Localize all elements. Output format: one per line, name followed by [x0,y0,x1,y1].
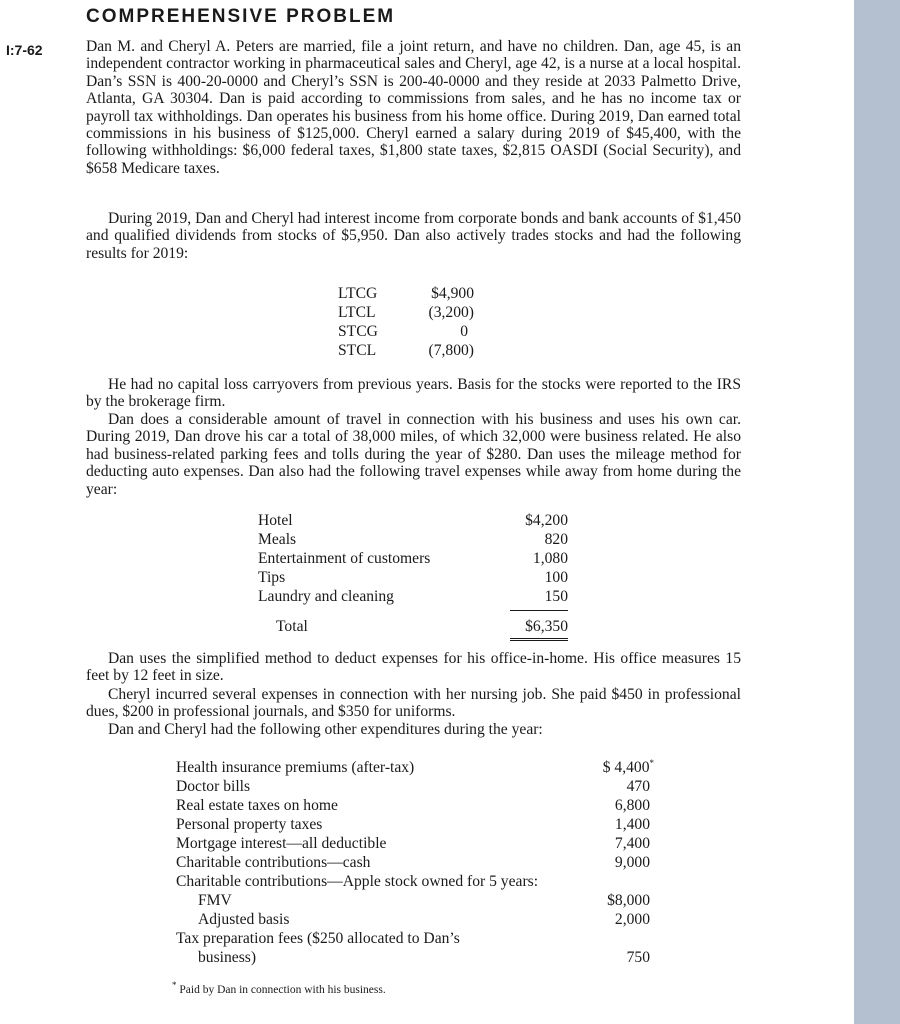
other-expenditures-table [176,757,654,967]
row-label: FMV [198,892,232,909]
table-row [258,511,568,530]
row-amount: 150 [544,588,568,605]
table-row [258,568,568,587]
row-amount: 7,400 [614,835,650,852]
paragraph-other-expenditures: Dan and Cheryl had the following other expenditures during the year: [108,721,543,738]
row-amount: $4,900 [431,285,474,302]
footnote-text: Paid by Dan in connection with his business. [179,984,386,996]
paragraph-carryovers: He had no capital loss carryovers from previous years. Basis for the stocks were reported to the IRS by the brokerage firm. [86,376,741,411]
table-row [258,587,568,606]
table-row [176,929,650,948]
row-label: Tips [258,569,286,586]
row-label: Entertainment of customers [258,550,431,567]
problem-number: I:7-62 [6,42,43,58]
row-label: LTCL [338,304,376,321]
row-label: Doctor bills [176,778,251,795]
left-margin [0,0,64,1024]
row-amount: 100 [544,569,568,586]
row-label: LTCG [338,285,378,302]
table-row [258,530,568,549]
row-label: Meals [258,531,297,548]
row-amount: (7,800) [428,342,474,359]
subtotal-rule [510,610,568,611]
capital-gains-table [338,284,474,360]
row-amount: 2,000 [614,911,650,928]
row-amount: $4,200 [525,512,568,529]
table-row [176,910,650,929]
table-row [176,796,650,815]
row-label: Hotel [258,512,293,529]
table-row [176,891,650,910]
row-amount: $8,000 [607,892,650,909]
row-label: Mortgage interest—all deductible [176,835,387,852]
total-double-rule [510,638,568,641]
table-row [338,284,474,303]
table-row [176,853,650,872]
row-amount: 0 [460,323,468,340]
row-label: Tax preparation fees ($250 allocated to Dan’s [176,930,460,947]
footnote-mark: * [649,757,654,768]
section-heading: COMPREHENSIVE PROBLEM [86,6,396,27]
table-row [338,303,474,322]
row-label: Health insurance premiums (after-tax) [176,759,415,776]
travel-expenses-table [258,511,568,641]
row-label: STCL [338,342,377,359]
table-row [338,341,474,360]
row-label: Adjusted basis [198,911,290,928]
table-total-row [258,617,568,636]
row-amount: 1,080 [532,550,568,567]
total-label: Total [276,618,308,635]
page-side-band [854,0,900,1024]
total-amount: $6,350 [525,618,568,635]
table-row [176,872,650,891]
row-amount: 750 [626,949,650,966]
row-amount: 6,800 [614,797,650,814]
paragraph-intro: Dan M. and Cheryl A. Peters are married, file a joint return, and have no children. Dan, age 45, is an independent contractor working in pharmaceutical sales and Cheryl, age 42, is a nurse at a local hospital. Dan’s SSN is 400-20-0000 and Cheryl’s SSN is 200-40-0000 and they reside at 2033 Palmetto Drive, Atlanta, GA 30304. Dan is paid according to commissions from sales, and he has no income tax or payroll tax withholdings. Dan operates his business from his home office. During 2019, Dan earned total commissions in his business of $125,000. Cheryl earned a salary during 2019 of $45,400, with the following withholdings: $6,000 federal taxes, $1,800 state taxes, $2,815 OASDI (Social Security), and $658 Medicare taxes. [86,38,741,177]
paragraph-investments: During 2019, Dan and Cheryl had interest income from corporate bonds and bank accounts of $1,450 and qualified dividends from stocks of $5,950. Dan also actively trades stocks and had the following results for 2019: [86,210,741,262]
row-amount: (3,200) [428,304,474,321]
row-label: Charitable contributions—Apple stock owned for 5 years: [176,873,539,890]
table-row [176,834,650,853]
paragraph-nursing: Cheryl incurred several expenses in connection with her nursing job. She paid $450 in professional dues, $200 in professional journals, and $350 for uniforms. [86,686,741,721]
table-row [258,549,568,568]
paragraph-office: Dan uses the simplified method to deduct expenses for his office-in-home. His office measures 15 feet by 12 feet in size. [86,650,741,685]
row-amount: 470 [626,778,650,795]
row-label: STCG [338,323,378,340]
table-row [176,948,650,967]
row-amount: $ 4,400* [602,757,654,776]
row-amount: 820 [544,531,568,548]
footnote [172,980,386,996]
row-amount: 1,400 [614,816,650,833]
table-row [338,322,474,341]
table-row [176,777,650,796]
table-row [176,757,654,777]
row-label: Laundry and cleaning [258,588,394,605]
footnote-mark: * [172,980,177,991]
paragraph-travel: Dan does a considerable amount of travel in connection with his business and uses his own car. During 2019, Dan drove his car a total of 38,000 miles, of which 32,000 were business related. He also had business-related parking fees and tolls during the year of $280. Dan uses the mileage method for deducting auto expenses. Dan also had the following travel expenses while away from home during the year: [86,411,741,498]
row-amount: 9,000 [614,854,650,871]
row-label: Real estate taxes on home [176,797,338,814]
table-row [176,815,650,834]
row-label: Charitable contributions—cash [176,854,371,871]
row-label: Personal property taxes [176,816,323,833]
row-label: business) [198,949,257,966]
